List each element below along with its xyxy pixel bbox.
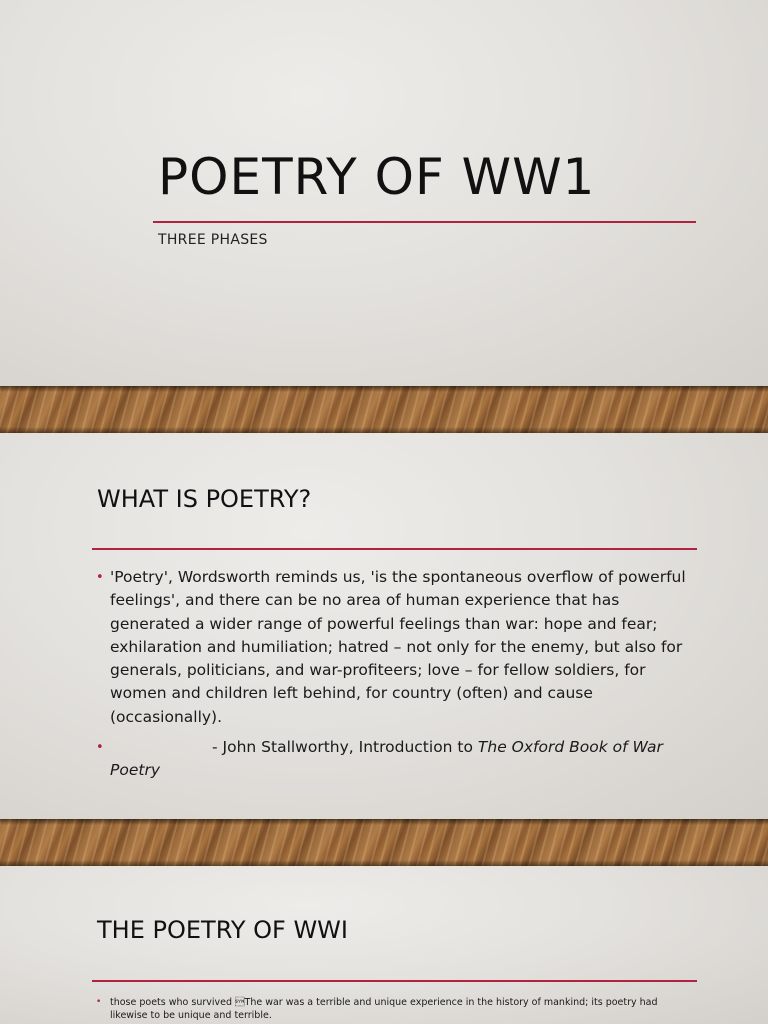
bullet-item-attribution: [96, 736, 692, 783]
title-divider: [153, 221, 696, 223]
what-is-poetry-slide: [0, 433, 768, 819]
bullet-item-quote: [96, 566, 692, 729]
bullet-item: [96, 996, 696, 1022]
attribution-text: - John Stallworthy, Introduction to: [212, 738, 478, 757]
quote-text: 'Poetry', Wordsworth reminds us, 'is the spontaneous overflow of powerful feelings', and there can be no area of human experience that has generated a wider range of powerful feelings than war: hope and fear; exhilaration and humiliation; hatred – not only for the enemy, but also for generals, politicians, and war-profiteers; love – for fellow soldiers, for women and children left behind, for country (often) and cause (occasionally).: [110, 568, 686, 726]
poetry-of-wwi-slide: [0, 866, 768, 1024]
title-slide: [0, 0, 768, 386]
slide-title: POETRY OF WW1: [158, 148, 596, 206]
bullet-icon: •: [96, 740, 104, 756]
section-heading: WHAT IS POETRY?: [97, 485, 312, 513]
bullet-list: [96, 566, 692, 783]
wood-floor-divider: [0, 386, 768, 433]
book-title: The Oxford Book of War Poetry: [110, 738, 663, 780]
section-heading: THE POETRY OF WWI: [97, 916, 348, 944]
slide-subtitle: THREE PHASES: [158, 232, 268, 248]
bullet-text: those poets who survived The war was a terrible and unique experience in the history of mankind; its poetry had likewise to be unique and terrible.: [110, 997, 658, 1021]
bullet-icon: •: [96, 570, 104, 585]
bullet-list: [96, 996, 696, 1022]
heading-divider: [92, 980, 697, 982]
bullet-icon: •: [96, 997, 102, 1007]
heading-divider: [92, 548, 697, 550]
wood-floor-divider: [0, 819, 768, 866]
